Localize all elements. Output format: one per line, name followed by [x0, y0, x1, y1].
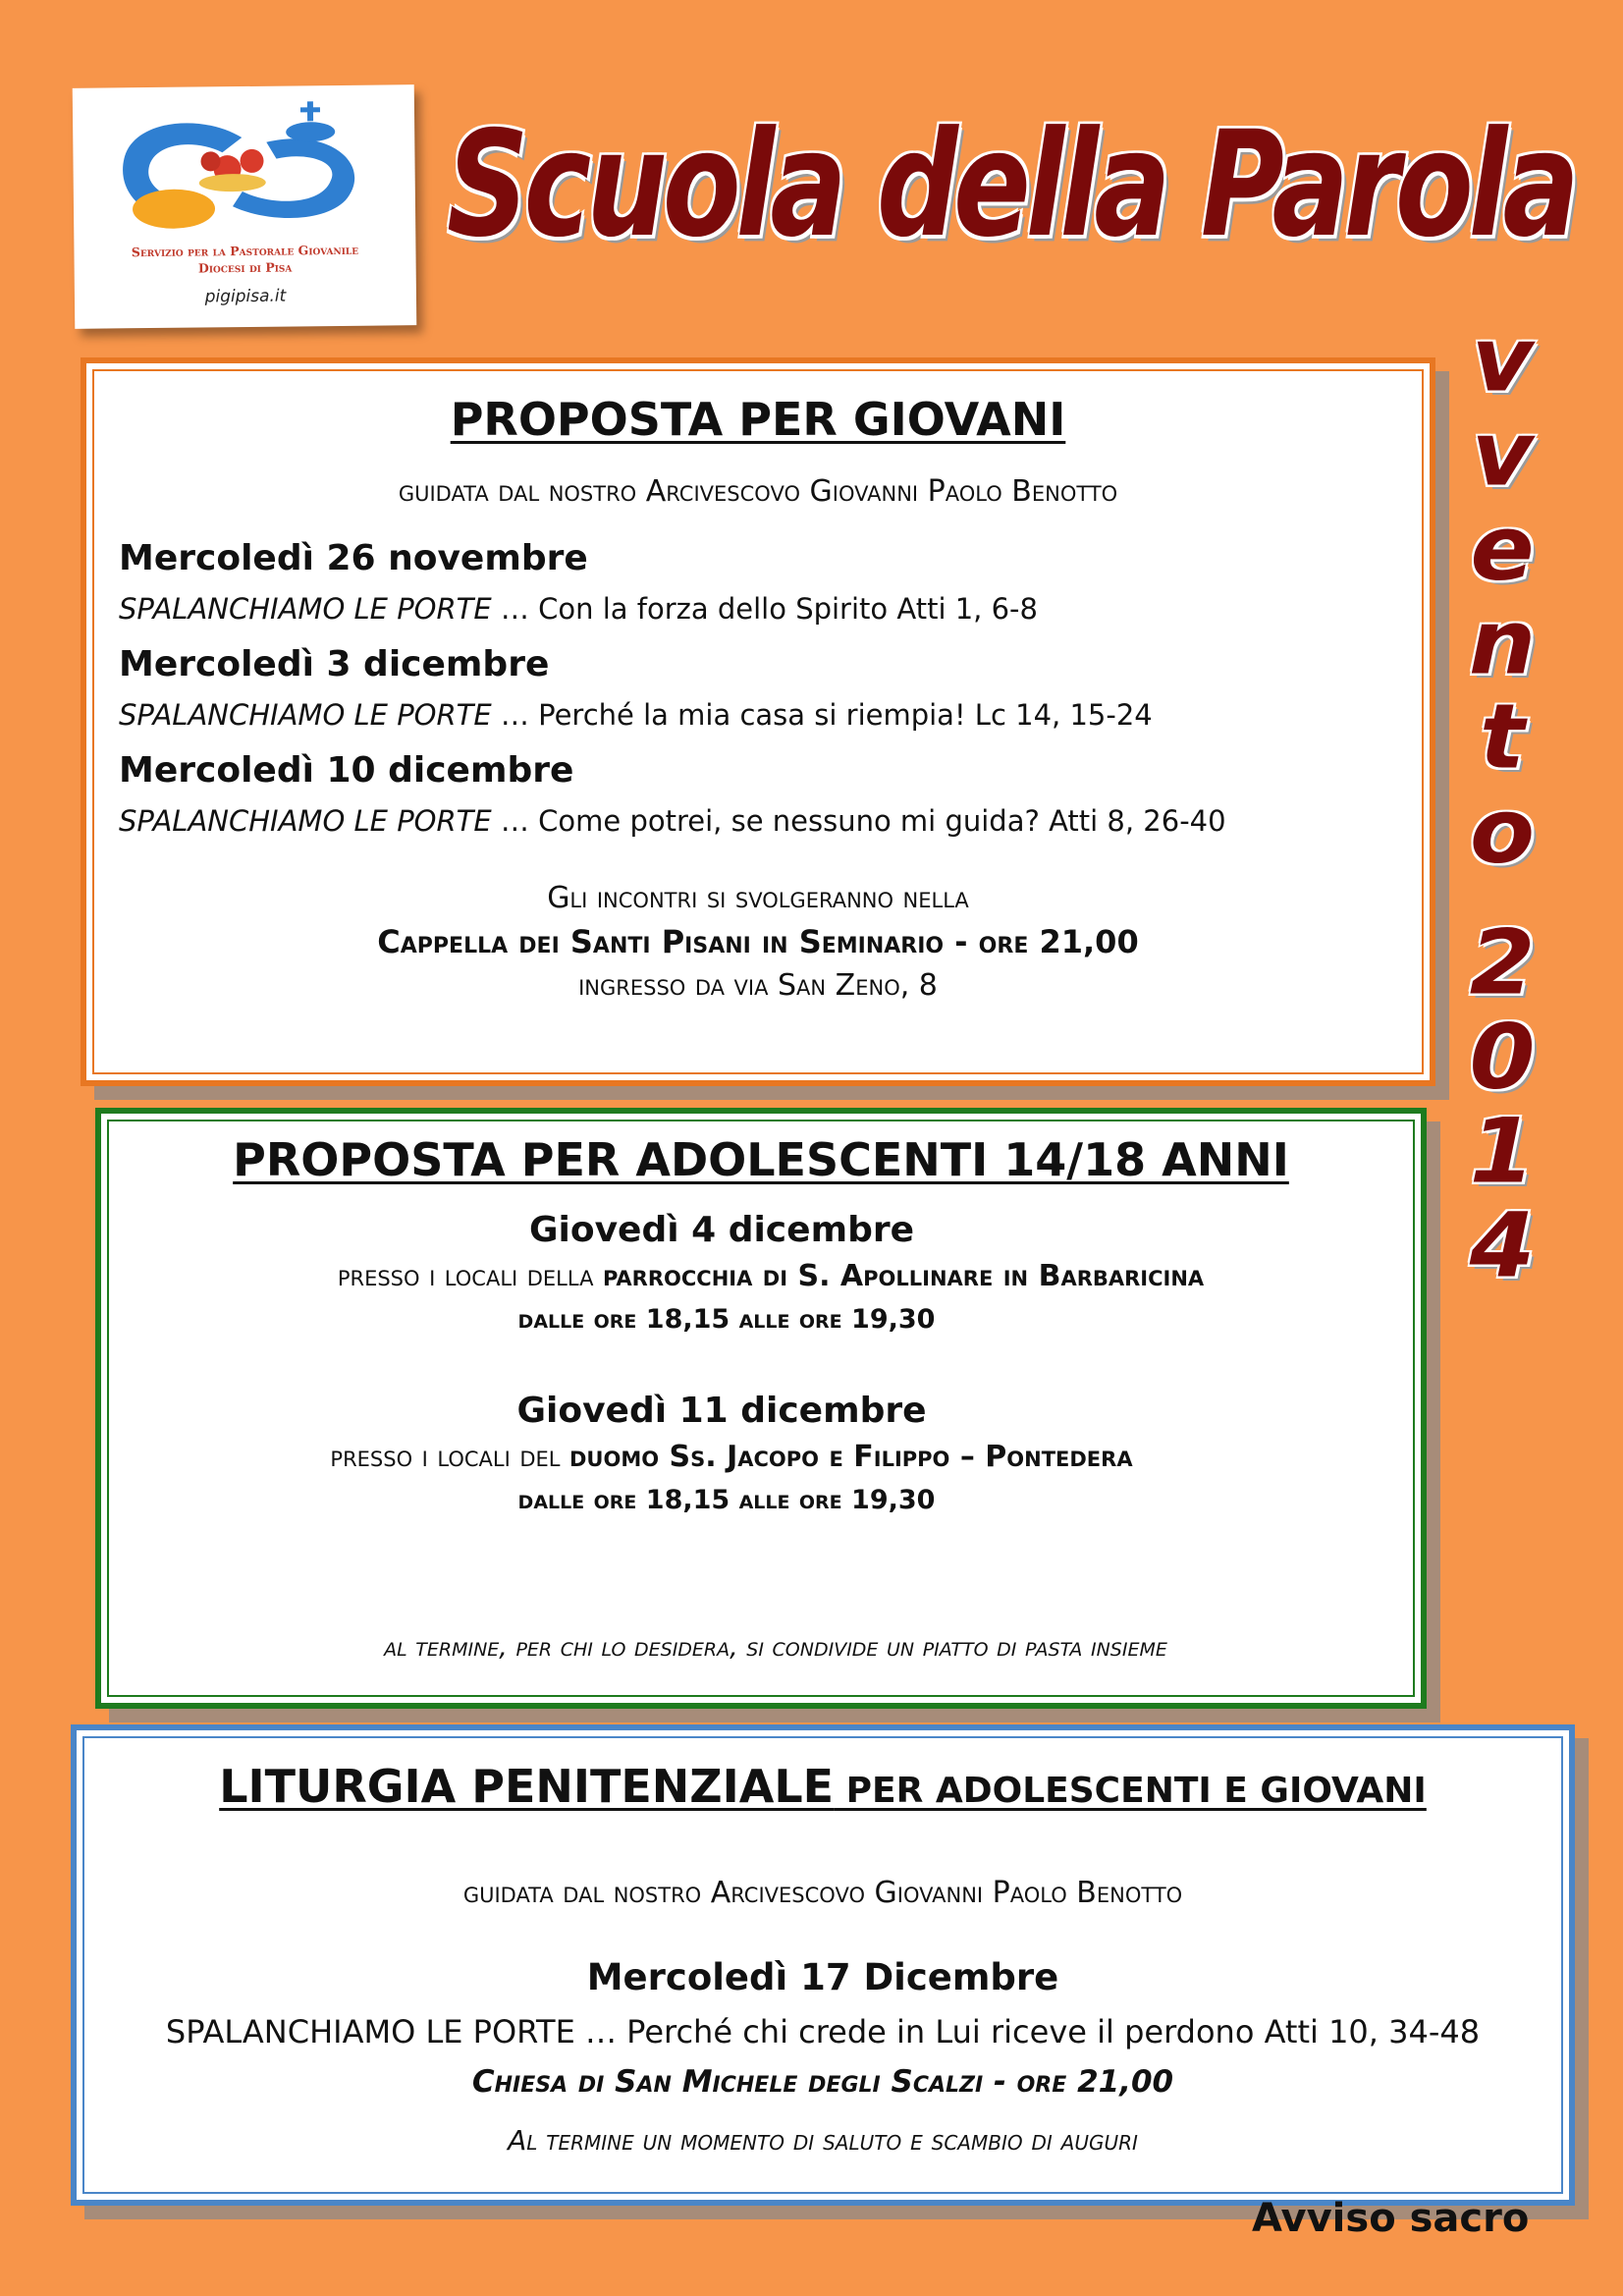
giovani-place-intro: Gli incontri si svolgeranno nella [547, 881, 969, 915]
adolescenti-event-location [129, 1259, 1413, 1293]
event-text: … Perché la mia casa si riempia! Lc 14, 15-24 [491, 698, 1153, 732]
location-name: duomo Ss. Jacopo e Filippo – Pontedera [569, 1440, 1133, 1474]
section-giovani [81, 357, 1435, 1086]
logo-graphic [94, 96, 391, 246]
section-liturgia-frame [82, 1736, 1563, 2194]
event-prefix: SPALANCHIAMO LE PORTE [119, 804, 492, 838]
footer-avviso-sacro: Avviso sacro [1252, 2196, 1530, 2241]
adolescenti-event-date: Giovedì 11 dicembre [516, 1391, 927, 1431]
location-prefix: presso i locali della [337, 1259, 603, 1293]
vertical-letter: v [1471, 401, 1534, 507]
adolescenti-event-time: dalle ore 18,15 alle ore 19,30 [517, 1485, 936, 1515]
vertical-letter: 1 [1469, 1098, 1536, 1204]
vertical-letter: n [1468, 589, 1537, 695]
logo-line1: Servizio per la Pastorale Giovanile [131, 242, 359, 260]
event-prefix: SPALANCHIAMO LE PORTE [119, 698, 492, 732]
adolescenti-event-time: dalle ore 18,15 alle ore 19,30 [517, 1304, 936, 1335]
page-title: Scuola della Parola [447, 100, 1575, 270]
liturgia-guide: guidata dal nostro Arcivescovo Giovanni Paolo Benotto [462, 1876, 1183, 1910]
vertical-letter: 2 [1469, 909, 1536, 1015]
giovani-event-desc [119, 592, 1038, 626]
liturgia-heading-main: LITURGIA PENITENZIALE [219, 1760, 835, 1813]
vertical-letter: o [1470, 778, 1535, 884]
section-giovani-frame [92, 369, 1424, 1074]
location-prefix: presso i locali del [330, 1440, 569, 1474]
liturgia-date: Mercoledì 17 Dicembre [586, 1956, 1059, 1998]
liturgia-heading [84, 1760, 1561, 1813]
section-liturgia [71, 1724, 1575, 2206]
vertical-letter: 4 [1469, 1192, 1536, 1298]
logo-url: pigipisa.it [204, 286, 287, 307]
liturgia-text: SPALANCHIAMO LE PORTE … Perché chi crede in Lui riceve il perdono Atti 10, 34-48 [165, 2013, 1481, 2050]
section-adolescenti [95, 1108, 1427, 1709]
section-adolescenti-frame [107, 1120, 1415, 1697]
vertical-letter: 0 [1469, 1004, 1536, 1110]
giovani-event-desc [119, 698, 1153, 732]
event-prefix: SPALANCHIAMO LE PORTE [119, 592, 492, 626]
giovani-event-desc [119, 804, 1226, 838]
liturgia-heading-sub: PER ADOLESCENTI E GIOVANI [834, 1771, 1427, 1811]
logo [73, 84, 417, 329]
location-name: parrocchia di S. Apollinare in Barbaricina [602, 1259, 1205, 1293]
adolescenti-heading: PROPOSTA PER ADOLESCENTI 14/18 ANNI [233, 1133, 1289, 1186]
vertical-letter: t [1480, 683, 1525, 790]
adolescenti-note: al termine, per chi lo desidera, si condivide un piatto di pasta insieme [384, 1632, 1167, 1663]
logo-line2: Diocesi di Pisa [197, 259, 293, 276]
giovani-place: Cappella dei Santi Pisani in Seminario - ore 21,00 [377, 923, 1139, 960]
adolescenti-event-location [50, 1440, 1413, 1474]
giovani-event-date: Mercoledì 10 dicembre [119, 750, 574, 791]
liturgia-note: Al termine un momento di saluto e scambio di auguri [508, 2124, 1138, 2157]
adolescenti-event-date: Giovedì 4 dicembre [528, 1210, 915, 1250]
liturgia-place: Chiesa di San Michele degli Scalzi - ore 21,00 [471, 2064, 1174, 2100]
giovani-place-entrance: ingresso da via San Zeno, 8 [578, 968, 938, 1003]
event-text: … Come potrei, se nessuno mi guida? Atti 8, 26-40 [491, 804, 1226, 838]
event-text: … Con la forza dello Spirito Atti 1, 6-8 [491, 592, 1038, 626]
giovani-heading: PROPOSTA PER GIOVANI [450, 393, 1066, 446]
vertical-letter: v [1471, 306, 1534, 412]
giovani-event-date: Mercoledì 26 novembre [119, 538, 588, 578]
giovani-guide: guidata dal nostro Arcivescovo Giovanni Paolo Benotto [398, 474, 1118, 509]
giovani-event-date: Mercoledì 3 dicembre [119, 644, 550, 684]
vertical-letter: e [1470, 495, 1535, 601]
vertical-avvento-2014 [1443, 306, 1561, 1298]
